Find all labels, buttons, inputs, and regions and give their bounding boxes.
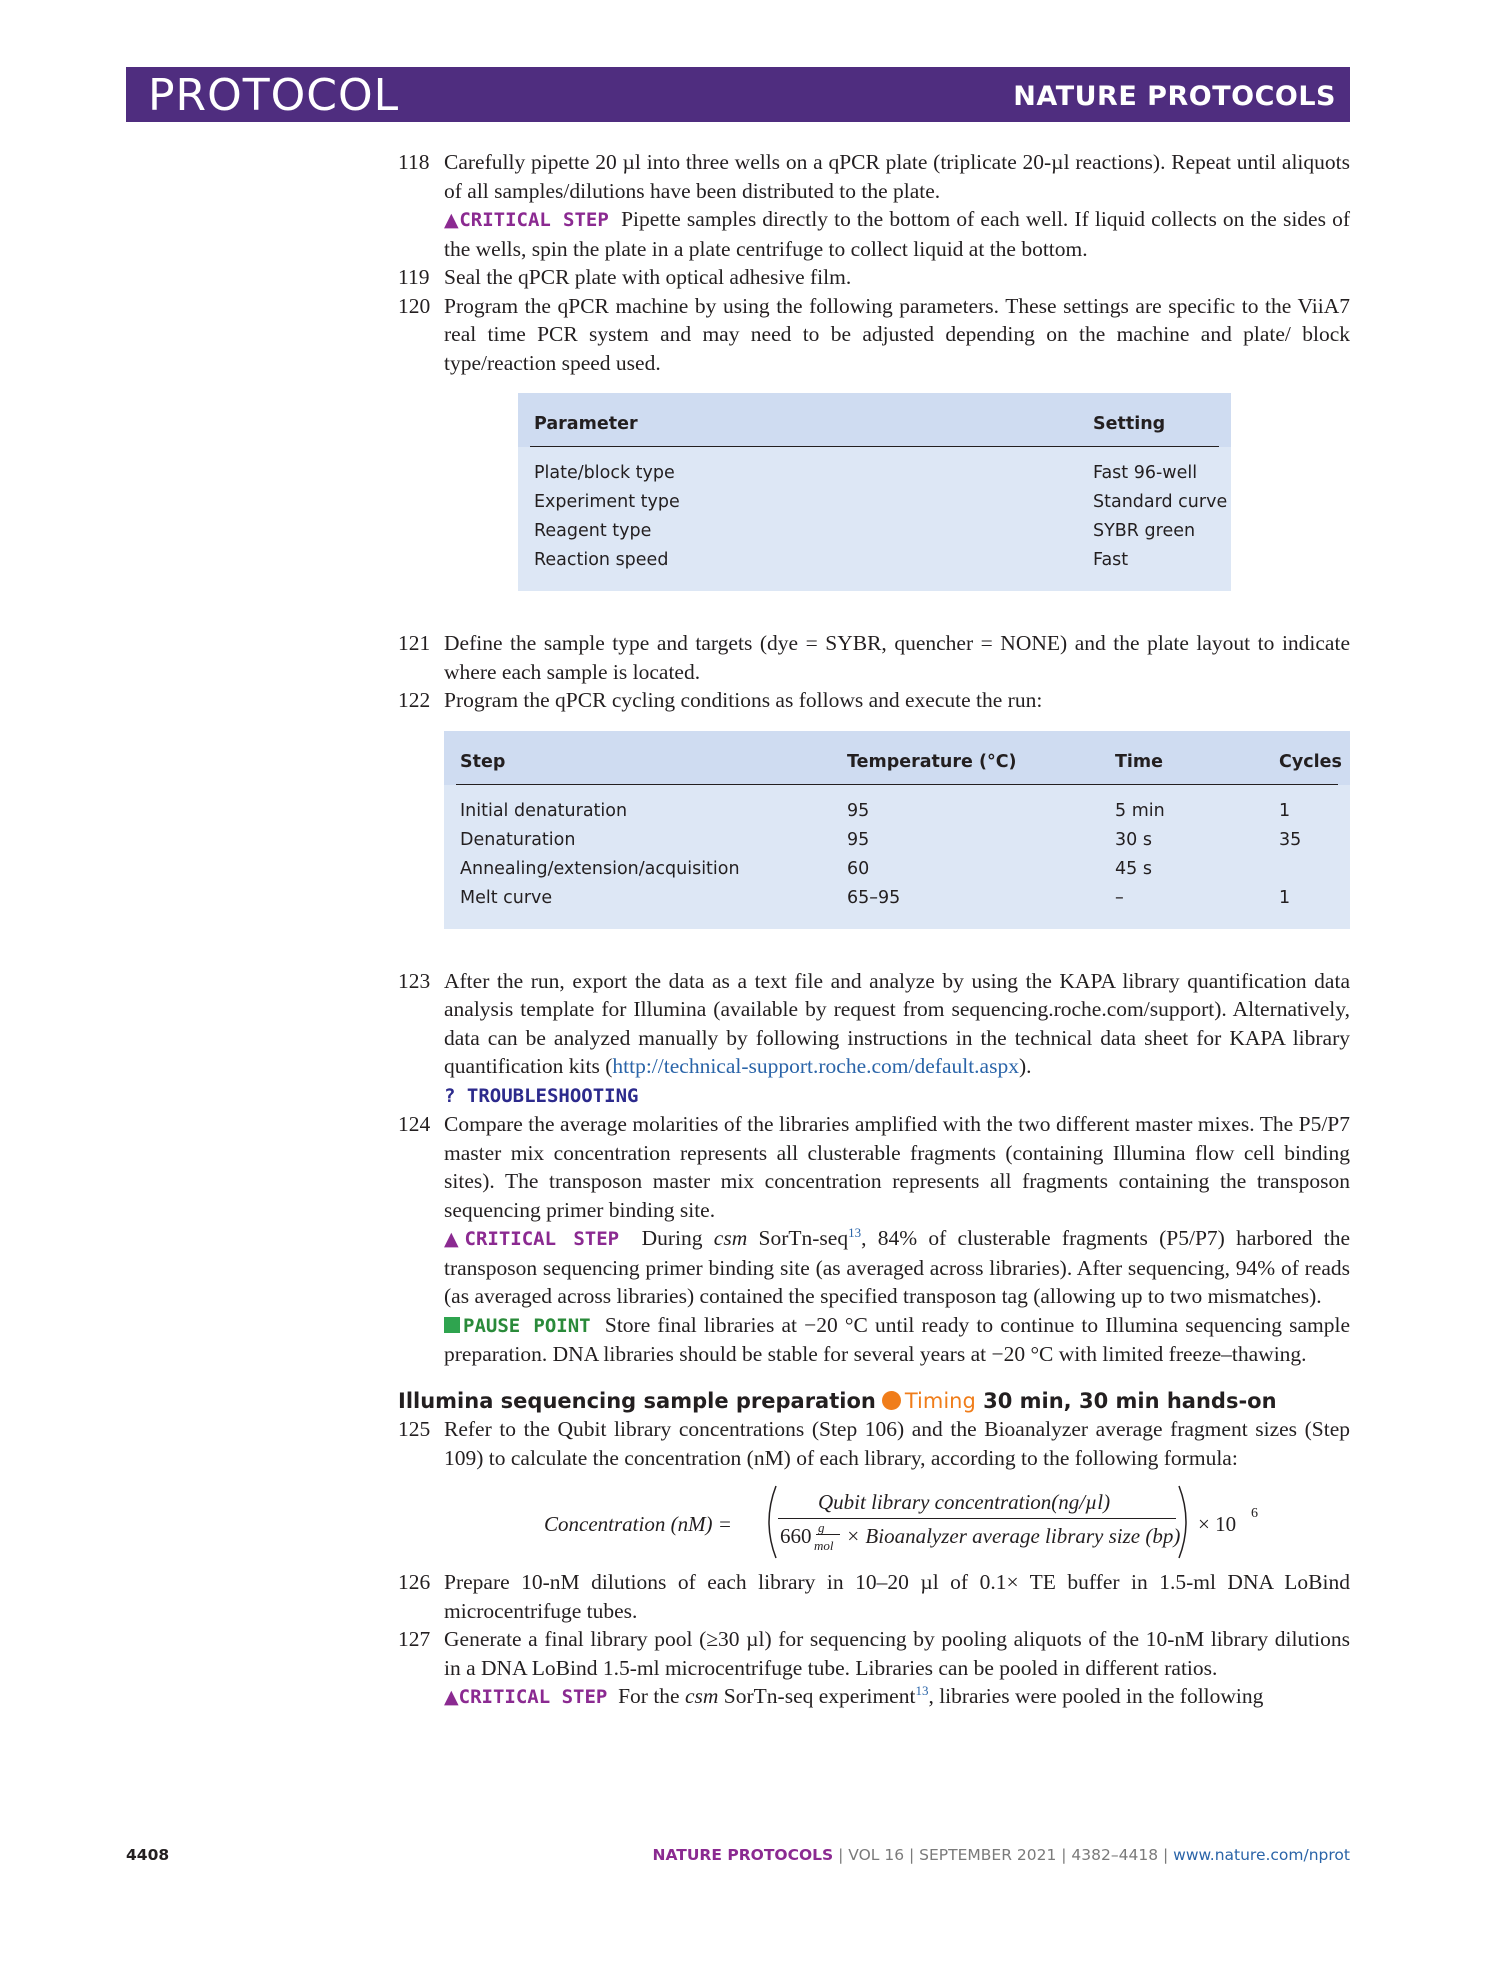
qpcr-cycling-table — [444, 731, 1350, 929]
journal-url-link[interactable]: www.nature.com/nprot — [1173, 1846, 1350, 1864]
table-row — [518, 459, 1231, 488]
timing-value: 30 min, 30 min hands-on — [983, 1388, 1277, 1413]
fraction-bar — [778, 1518, 1176, 1519]
formula-multiplier: × 10 — [1198, 1512, 1237, 1536]
critical-text: SorTn-seq — [758, 1226, 849, 1250]
footer-volume: VOL 16 — [848, 1846, 905, 1864]
journal-title: NATURE PROTOCOLS — [1013, 81, 1336, 112]
critical-label-text: CRITICAL STEP — [458, 1686, 608, 1708]
table-cell: 30 s — [1115, 829, 1152, 850]
table-cell: Annealing/extension/acquisition — [460, 858, 740, 879]
table-cell: 95 — [847, 829, 870, 850]
table-row — [444, 855, 1350, 884]
step-number: 123 — [398, 968, 431, 993]
step-122 — [398, 686, 1350, 715]
page-number: 4408 — [126, 1846, 170, 1864]
journal-citation: NATURE PROTOCOLS | VOL 16 | SEPTEMBER 2021 | 4382–4418 | www.nature.com/nprot — [652, 1846, 1350, 1864]
critical-text: , 84% of clusterable fragments (P5/P7) harbored the transposon sequencing primer binding site (as averaged across libraries). After sequencing, 94% of reads (as averaged across libraries) contained the specified transposon tag (allowing up to two mismatches). — [444, 1226, 1351, 1308]
column-header: Time — [1115, 751, 1164, 772]
critical-step-label — [444, 1686, 607, 1708]
left-paren-icon — [762, 1484, 780, 1560]
table-header — [444, 731, 1350, 785]
critical-text: Pipette samples directly to the bottom of each well. If liquid collects on the sides of the wells, spin the plate in a plate centrifuge to collect liquid at the bottom. — [444, 207, 1350, 261]
table-header — [518, 393, 1231, 447]
table-cell: Reagent type — [534, 521, 652, 541]
table-cell: Fast 96-well — [1093, 463, 1198, 483]
critical-label-text: CRITICAL STEP — [459, 209, 609, 231]
critical-text: SorTn-seq experiment — [723, 1684, 916, 1708]
column-header: Setting — [1093, 414, 1166, 434]
table-row — [444, 884, 1350, 913]
table-cell: 65–95 — [847, 887, 901, 908]
main-content — [398, 148, 1350, 1712]
step-text: After the run, export the data as a text file and analyze by using the KAPA library quantification data analysis template for Illumina (available by request from sequencing.roche.com/support). Alternatively, data can be analyzed manually by following instructions in the technical data sheet for KAPA library quantification kits ( — [444, 968, 1350, 1078]
step-text: Define the sample type and targets (dye = SYBR, quencher = NONE) and the plate layout to indicate where each sample is located. — [444, 631, 1350, 684]
troubleshooting-label: ? TROUBLESHOOTING — [444, 1084, 639, 1107]
critical-label-text: CRITICAL STEP — [464, 1228, 620, 1250]
critical-text: During — [641, 1226, 703, 1250]
table-cell: 35 — [1279, 829, 1302, 850]
table-cell: 1 — [1279, 800, 1291, 821]
step-number: 121 — [398, 631, 431, 655]
step-119 — [398, 263, 1350, 292]
header-rule — [456, 784, 1338, 785]
qpcr-parameters-table — [518, 393, 1231, 591]
step-text: Seal the qPCR plate with optical adhesive film. — [444, 265, 852, 289]
step-text: Program the qPCR cycling conditions as follows and execute the run: — [444, 688, 1043, 712]
pause-text: Store final libraries at −20 °C until ready to continue to Illumina sequencing sample preparation. DNA libraries should be stable for several years at −20 °C with limited freeze–thawing. — [444, 1312, 1350, 1366]
pause-square-icon — [444, 1317, 460, 1333]
formula-denominator-number: 660 — [780, 1524, 812, 1548]
critical-text-italic: csm — [713, 1226, 748, 1250]
column-header: Cycles — [1279, 751, 1342, 772]
table-cell: 5 min — [1115, 800, 1165, 821]
table-cell: 45 s — [1115, 858, 1152, 879]
column-header: Temperature (°C) — [847, 751, 1017, 772]
step-126 — [398, 1568, 1350, 1625]
unit-numerator: g — [818, 1520, 825, 1535]
step-text: Refer to the Qubit library concentrations (Step 106) and the Bioanalyzer average fragment sizes (Step 109) to calculate the concentration (nM) of each library, according to the following formula: — [444, 1417, 1350, 1470]
formula-numerator: Qubit library concentration(ng/µl) — [818, 1490, 1111, 1514]
table-row — [444, 797, 1350, 826]
table-cell: Experiment type — [534, 492, 680, 512]
step-text-end: ). — [1018, 1054, 1032, 1078]
footer-pages: 4382–4418 — [1071, 1846, 1159, 1864]
step-120 — [398, 292, 1350, 378]
formula-denominator: × Bioanalyzer average library size (bp) — [846, 1524, 1181, 1548]
critical-triangle-icon: ▲ — [444, 1228, 465, 1250]
section-title: Illumina sequencing sample preparation — [398, 1388, 876, 1413]
step-121 — [398, 629, 1350, 686]
header-rule — [530, 446, 1219, 447]
table-cell: Melt curve — [460, 887, 553, 908]
step-number: 118 — [398, 150, 430, 174]
step-number: 120 — [398, 293, 431, 318]
table-cell: 95 — [847, 800, 870, 821]
table-cell: Plate/block type — [534, 463, 675, 483]
table-cell: Denaturation — [460, 829, 576, 850]
critical-text: , libraries were pooled in the following — [928, 1684, 1264, 1708]
table-cell: Fast — [1093, 550, 1129, 570]
unit-denominator: mol — [814, 1538, 834, 1553]
critical-step-label — [444, 1228, 619, 1250]
critical-triangle-icon: ▲ — [444, 209, 460, 231]
column-header: Parameter — [534, 414, 638, 434]
table-cell: Standard curve — [1093, 492, 1228, 512]
page-footer — [126, 1846, 1350, 1870]
table-cell: 60 — [847, 858, 870, 879]
table-row — [444, 826, 1350, 855]
concentration-formula — [398, 1472, 1350, 1568]
formula-exponent: 6 — [1251, 1506, 1258, 1521]
pause-point-label — [444, 1315, 591, 1337]
step-123 — [398, 967, 1350, 1111]
step-number: 127 — [398, 1627, 431, 1651]
step-number: 119 — [398, 265, 430, 289]
column-header: Step — [460, 751, 506, 772]
table-cell: – — [1115, 887, 1124, 908]
table-cell: 1 — [1279, 887, 1291, 908]
citation-ref[interactable]: 13 — [915, 1682, 929, 1698]
step-number: 125 — [398, 1417, 431, 1441]
section-label: PROTOCOL — [148, 70, 400, 121]
step-127 — [398, 1625, 1350, 1712]
critical-step-label — [444, 209, 609, 231]
right-paren-icon — [1175, 1484, 1193, 1560]
step-118 — [398, 148, 1350, 263]
timing-label: Timing — [904, 1388, 976, 1413]
table-row — [518, 517, 1231, 546]
pause-label-text: PAUSE POINT — [463, 1314, 591, 1337]
table-cell: SYBR green — [1093, 521, 1196, 541]
step-125 — [398, 1415, 1350, 1472]
support-link[interactable]: http://technical-support.roche.com/default.aspx — [612, 1054, 1019, 1078]
step-number: 122 — [398, 688, 431, 712]
step-text: Generate a final library pool (≥30 µl) for sequencing by pooling aliquots of the 10-nM library dilutions in a DNA LoBind 1.5-ml microcentrifuge tube. Libraries can be pooled in different ratios. — [444, 1627, 1350, 1680]
table-cell: Reaction speed — [534, 550, 669, 570]
timing-dot-icon — [882, 1391, 901, 1410]
step-text: Compare the average molarities of the libraries amplified with the two different master mixes. The P5/P7 master mix concentration represents all clusterable fragments (containing Illumina flow cell binding sites). The transposon master mix concentration represents all fragments containing the transposon sequencing primer binding site. — [444, 1112, 1350, 1222]
citation-ref[interactable]: 13 — [848, 1224, 862, 1240]
critical-text-italic: csm — [684, 1684, 719, 1708]
table-row — [518, 488, 1231, 517]
step-124 — [398, 1110, 1350, 1369]
critical-triangle-icon: ▲ — [444, 1686, 459, 1708]
critical-text: For the — [618, 1684, 680, 1708]
step-text: Carefully pipette 20 µl into three wells on a qPCR plate (triplicate 20-µl reactions). Repeat until aliquots of all samples/dilutions have been distributed to the plate. — [444, 150, 1350, 203]
footer-journal-name: NATURE PROTOCOLS — [652, 1846, 834, 1864]
footer-date: SEPTEMBER 2021 — [919, 1846, 1057, 1864]
step-number: 126 — [398, 1570, 431, 1594]
formula-lhs: Concentration (nM) = — [544, 1512, 732, 1536]
step-text: Prepare 10-nM dilutions of each library in 10–20 µl of 0.1× TE buffer in 1.5-ml DNA LoBind microcentrifuge tubes. — [444, 1570, 1350, 1623]
table-cell: Initial denaturation — [460, 800, 628, 821]
section-heading — [398, 1387, 1350, 1416]
step-number: 124 — [398, 1112, 431, 1136]
step-text: Program the qPCR machine by using the following parameters. These settings are specific to the ViiA7 real time PCR system and may need to be adjusted depending on the machine and plate/ block type/reaction speed used. — [444, 293, 1350, 375]
table-row — [518, 546, 1231, 575]
header-bar — [126, 67, 1350, 122]
